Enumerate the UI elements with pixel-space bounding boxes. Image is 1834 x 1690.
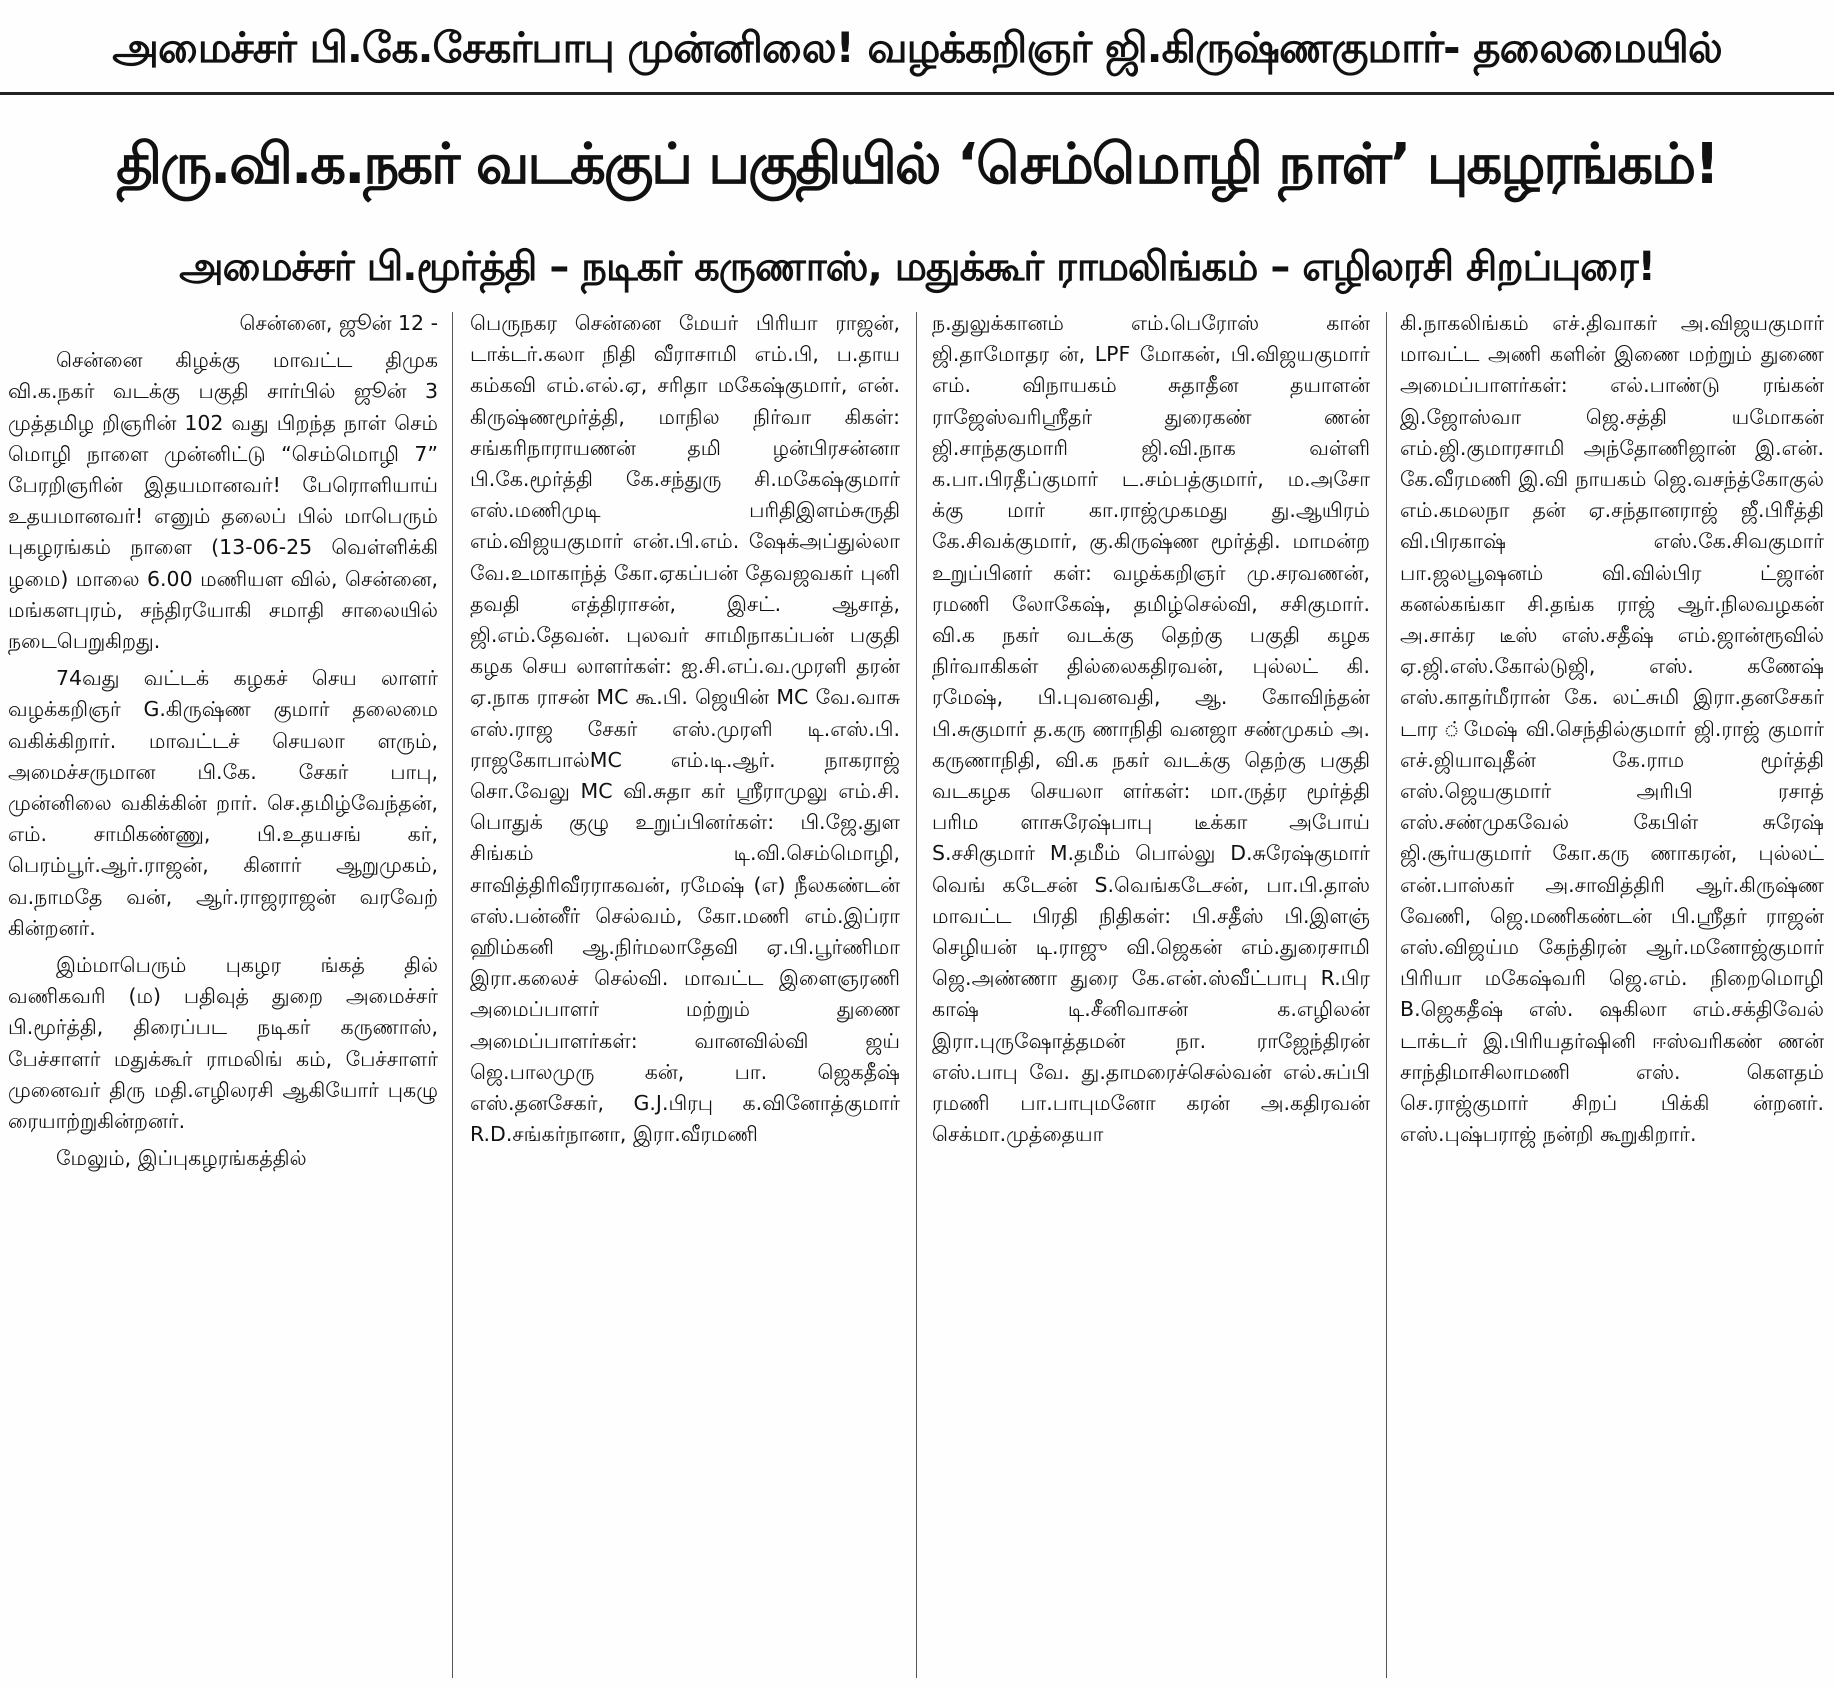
article-column-3 [932, 308, 1370, 1680]
dateline: சென்னை, ஜூன் 12 - [239, 311, 438, 335]
article-column-2 [470, 308, 900, 1680]
column-1-paragraph-2: 74வது வட்டக் கழகச் செய லாளர் வழக்கறிஞர் G.கிருஷ்ண குமார் தலைமை வகிக்கிறார். மாவட்டச் செயலா ளரும், அமைச்சருமான பி.கே. சேகர் பாபு, முன்னிலை வகிக்கின் றார். செ.தமிழ்வேந்தன், எம். சாமிகண்ணு, பி.உதயசங் கர், பெரம்பூர்.ஆர்.ராஜன், கினார் ஆறுமுகம், வ.நாமதே வன், ஆர்.ராஜராஜன் வரவேற் கின்றனர். [8, 666, 438, 940]
headline: திரு.வி.க.நகர் வடக்குப் பகுதியில் ‘செம்மொழி நாள்’ புகழரங்கம்! [116, 132, 1718, 197]
article-column-1 [8, 308, 438, 1680]
column-4-text: கி.நாகலிங்கம் எச்.திவாகர் அ.விஜயகுமார் மாவட்ட அணி களின் இணை மற்றும் துணை அமைப்பாளர்கள்: எல்.பாண்டு ரங்கன் இ.ஜோஸ்வா ஜெ.சத்தி யமோகன் எம்.ஜி.குமாரசாமி அந்தோணிஜான் இ.என். கே.வீரமணி இ.வி நாயகம் ஜெ.வசந்த்கோகுல் எம்.கமலநா தன் ஏ.சந்தானராஜ் ஜீ.பிரீத்தி வி.பிரகாஷ் எஸ்.கே.சிவகுமார் பா.ஜலபூஷனம் வி.வில்பிர ட்ஜான் கனல்கங்கா சி.தங்க ராஜ் ஆர்.நிலவழகன் அ.சாக்ர டீஸ் எஸ்.சதீஷ் எம்.ஜான்ரூவில் ஏ.ஜி.எஸ்.கோல்டுஜி, எஸ். கணேஷ் எஸ்.காதர்மீரான் கே. லட்சுமி இரா.தனசேகர் டார ்மேஷ் வி.செந்தில்குமார் ஜி.ராஜ் குமார் எச்.ஜியாவுதீன் கே.ராம மூர்த்தி எஸ்.ஜெயகுமார் அரிபி ரசாத் எஸ்.சண்முகவேல் கேபிள் சுரேஷ் ஜி.சூர்யகுமார் கோ.கரு ணாகரன், புல்லட் என்.பாஸ்கர் அ.சாவித்திரி ஆர்.கிருஷ்ண வேணி, ஜெ.மணிகண்டன் பி.ஸ்ரீதர் ராஜன் எஸ்.விஜய்ம கேந்திரன் ஆர்.மனோஜ்குமார் பிரியா மகேஷ்வரி ஜெ.எம். நிறைமொழி B.ஜெகதீஷ் எஸ். ஷகிலா எம்.சக்திவேல் டாக்டர் இ.பிரியதர்ஷினி ஈஸ்வரிகண் ணன் சாந்திமாசிலாமணி எஸ். கௌதம் செ.ராஜ்குமார் சிறப் பிக்கி ன்றனர். எஸ்.புஷ்பராஜ் நன்றி கூறுகிறார். [1400, 311, 1824, 1147]
column-divider [452, 312, 453, 1678]
column-1-paragraph-1: சென்னை கிழக்கு மாவட்ட திமுக வி.க.நகர் வடக்கு பகுதி சார்பில் ஜூன் 3 முத்தமிழ றிஞரின் 102 வது பிறந்த நாள் செம் மொழி நாளை முன்னிட்டு “செம்மொழி 7” பேரறிஞரின் இதயமானவர்! பேரொளியாய் உதயமானவர்! எனும் தலைப் பில் மாபெரும் புகழரங்கம் நாளை (13-06-25 வெள்ளிக்கி ழமை) மாலை 6.00 மணியள வில், சென்னை, மங்களபுரம், சந்திரயோகி சமாதி சாலையில் நடைபெறுகிறது. [8, 348, 438, 654]
article-column-4 [1400, 308, 1824, 1680]
column-1-paragraph-3: இம்மாபெரும் புகழர ங்கத் தில் வணிகவரி (ம) பதிவுத் துறை அமைச்சர் பி.மூர்த்தி, திரைப்பட நடிகர் கருணாஸ், பேச்சாளர் மதுக்கூர் ராமலிங் கம், பேச்சாளர் முனைவர் திரு மதி.எழிலரசி ஆகியோர் புகழு ரையாற்றுகின்றனர். [8, 953, 438, 1134]
column-divider [916, 312, 917, 1678]
column-1-paragraph-4: மேலும், இப்புகழரங்கத்தில் [56, 1146, 307, 1171]
kicker-line: அமைச்சர் பி.கே.சேகர்பாபு முன்னிலை! வழக்கறிஞர் ஜி.கிருஷ்ணகுமார்- தலைமையில் [112, 23, 1722, 72]
column-3-text: ந.துலுக்கானம் எம்.பெரோஸ் கான் ஜி.தாமோதர ன், LPF மோகன், பி.விஜயகுமார் எம். விநாயகம் சுதாதீன தயாளன் ராஜேஸ்வரிஸ்ரீதர் துரைகண் ணன் ஜி.சாந்தகுமாரி ஜி.வி.நாக வள்ளி க.பா.பிரதீப்குமார் ட.சம்பத்குமார், ம.அசோ க்கு மார் கா.ராஜ்முகமது து.ஆயிரம் கே.சிவக்குமார், கு.கிருஷ்ண மூர்த்தி. மாமன்ற உறுப்பினர் கள்: வழக்கறிஞர் மு.சரவணன், ரமணி லோகேஷ், தமிழ்செல்வி, சசிகுமார். வி.க நகர் வடக்கு தெற்கு பகுதி கழக நிர்வாகிகள் தில்லைகதிரவன், புல்லட் கி. ரமேஷ், பி.புவனவதி, ஆ. கோவிந்தன் பி.சுகுமார் த.கரு ணாநிதி வனஜா சண்முகம் அ. கருணாநிதி, வி.க நகர் வடக்கு தெற்கு பகுதி வடகழக செயலா ளர்கள்: மா.ருத்ர மூர்த்தி பரிம ளாசுரேஷ்பாபு டீக்கா அபோய் S.சசிகுமார் M.தமீம் பொல்லு D.சுரேஷ்குமார் வெங் கடேசன் S.வெங்கடேசன், பா.பி.தாஸ் மாவட்ட பிரதி நிதிகள்: பி.சதீஸ் பி.இளஞ் செழியன் டி.ராஜு வி.ஜெகன் எம்.துரைசாமி ஜெ.அண்ணா துரை கே.என்.ஸ்வீட்பாபு R.பிர காஷ் டி.சீனிவாசன் க.எழிலன் இரா.புருஷோத்தமன் நா. ராஜேந்திரன் எஸ்.பாபு வே. து.தாமரைச்செல்வன் எல்.சுப்பி ரமணி பா.பாபுமனோ கரன் அ.கதிரவன் செக்மா.முத்தையா [932, 311, 1370, 1147]
column-2-text: பெருநகர சென்னை மேயர் பிரியா ராஜன், டாக்டர்.கலா நிதி வீராசாமி எம்.பி, ப.தாய கம்கவி எம்.எல்.ஏ, சரிதா மகேஷ்குமார், என். கிருஷ்ணமூர்த்தி, மாநில நிர்வா கிகள்: சங்கரிநாராயணன் தமி ழன்பிரசன்னா பி.கே.மூர்த்தி கே.சந்துரு சி.மகேஷ்குமார் எஸ்.மணிமுடி பரிதிஇளம்சுருதி எம்.விஜயகுமார் என்.பி.எம். ஷேக்அப்துல்லா வே.உமாகாந்த் கோ.ஏகப்பன் தேவஜவகர் புனி தவதி எத்திராசன், இசட். ஆசாத், ஜி.எம்.தேவன். புலவர் சாமிநாகப்பன் பகுதி கழக செய லாளர்கள்: ஐ.சி.எப்.வ.முரளி தரன் ஏ.நாக ராசன் MC கூ.பி. ஜெயின் MC வே.வாசு எஸ்.ராஜ சேகர் எஸ்.முரளி டி.எஸ்.பி. ராஜகோபால்MC எம்.டி.ஆர். நாகராஜ் சொ.வேலு MC வி.சுதா கர் ஸ்ரீராமுலு எம்.சி. பொதுக் குழு உறுப்பினர்கள்: பி.ஜே.துள சிங்கம் டி.வி.செம்மொழி, சாவித்திரிவீரராகவன், ரமேஷ் (எ) நீலகண்டன் எஸ்.பன்னீர் செல்வம், கோ.மணி எம்.இப்ரா ஹிம்கனி ஆ.நிர்மலாதேவி ஏ.பி.பூர்ணிமா இரா.கலைச் செல்வி. மாவட்ட இளைஞரணி அமைப்பாளர் மற்றும் துணை அமைப்பாளர்கள்: வானவில்வி ஜய் ஜெ.பாலமுரு கன், பா. ஜெகதீஷ் எஸ்.தனசேகர், G.J.பிரபு க.வினோத்குமார் R.D.சங்கர்நானா, இரா.வீரமணி [470, 311, 900, 1147]
subheadline: அமைச்சர் பி.மூர்த்தி – நடிகர் கருணாஸ், மதுக்கூர் ராமலிங்கம் – எழிலரசி சிறப்புரை! [179, 244, 1655, 290]
kicker-rule [0, 92, 1834, 95]
column-divider [1386, 312, 1387, 1678]
